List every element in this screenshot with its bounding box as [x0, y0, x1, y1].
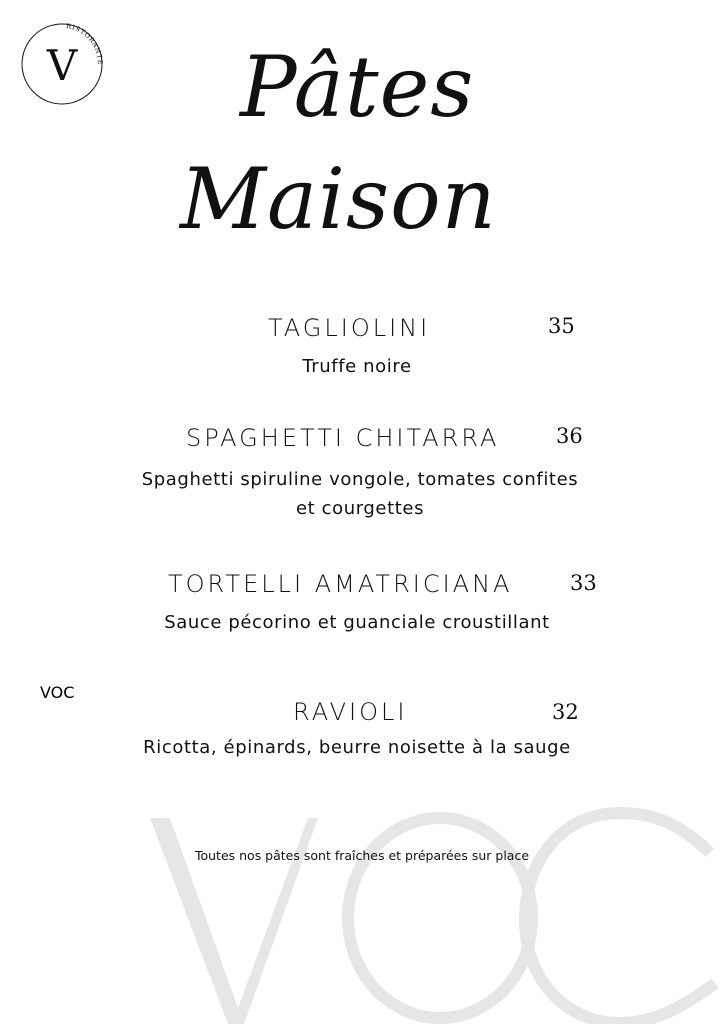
- title-line-1: Pâtes: [240, 38, 475, 136]
- page-title: [170, 20, 570, 270]
- logo-arc-text: RISTORANTE: [65, 22, 104, 66]
- title-line-2: Maison: [180, 150, 497, 248]
- dish-name: SPAGHETTI CHITARRA: [186, 424, 500, 452]
- watermark-text: VOC: [40, 683, 75, 702]
- dish-description: Ricotta, épinards, beurre noisette à la sauge: [143, 737, 571, 758]
- dish-name: RAVIOLI: [293, 698, 408, 726]
- dish-name: TAGLIOLINI: [268, 314, 431, 342]
- dish-price: 35: [548, 314, 575, 338]
- dish-description: Truffe noire: [302, 356, 412, 377]
- dish-description: Spaghetti spiruline vongole, tomates confites et courgettes: [141, 469, 579, 519]
- dish-price: 36: [556, 424, 583, 448]
- dish-price: 32: [552, 700, 579, 724]
- dish-name: TORTELLI AMATRICIANA: [168, 570, 513, 598]
- footer-note: Toutes nos pâtes sont fraîches et préparées sur place: [194, 848, 530, 863]
- dish-price: 33: [570, 571, 597, 595]
- restaurant-logo: [20, 22, 104, 106]
- dish-description: Sauce pécorino et guanciale croustillant: [164, 612, 550, 633]
- logo-initial: V: [46, 41, 78, 90]
